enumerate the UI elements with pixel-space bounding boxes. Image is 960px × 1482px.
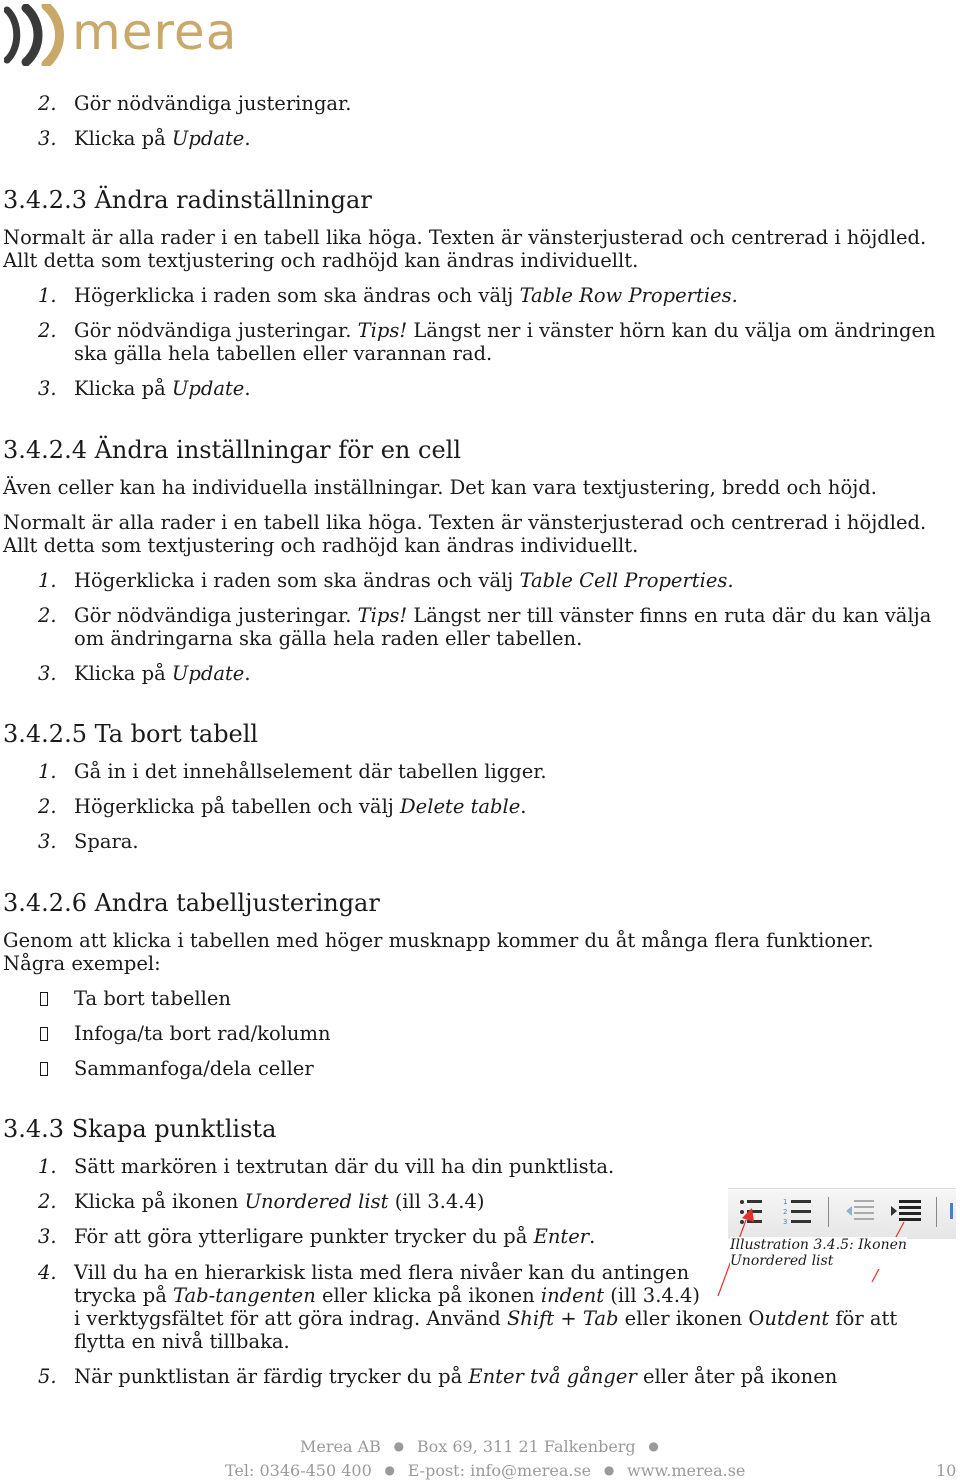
footer-line-2: Tel: 0346-450 400 ● E-post: info@merea.se ● www.merea.se xyxy=(225,1461,746,1480)
section-heading: 3.4.3 Skapa punktlista xyxy=(3,1115,277,1143)
logo-bars-icon xyxy=(4,4,64,66)
bullet-box-icon xyxy=(40,992,48,1006)
section-heading: 3.4.2.4 Ändra inställningar för en cell xyxy=(3,436,461,464)
section-heading: 3.4.2.3 Ändra radinställningar xyxy=(3,186,372,214)
illustration-caption: Illustration 3.4.5: Ikonen Unordered list xyxy=(730,1237,907,1269)
paragraph-line: Även celler kan ha individuella inställningar. Det kan vara textjustering, bredd och höjd. xyxy=(3,476,877,499)
paragraph-line: Normalt är alla rader i en tabell lika höga. Texten är vänsterjusterad och centrerad i höjdled. xyxy=(3,226,927,249)
page-number: 10 xyxy=(936,1461,957,1480)
bullet-box-icon xyxy=(40,1062,48,1076)
paragraph-line: Genom att klicka i tabellen med höger musknapp kommer du åt många flera funktioner. xyxy=(3,929,874,952)
merea-logo xyxy=(4,3,238,66)
footer-line-1: Merea AB ● Box 69, 311 21 Falkenberg ● xyxy=(300,1437,659,1456)
section-heading: 3.4.2.5 Ta bort tabell xyxy=(3,720,259,748)
svg-text:1: 1 xyxy=(783,1198,788,1206)
bullet-box-icon xyxy=(40,1027,48,1041)
svg-text:3: 3 xyxy=(783,1218,788,1226)
paragraph-line: Normalt är alla rader i en tabell lika höga. Texten är vänsterjusterad och centrerad i höjdled. xyxy=(3,511,927,534)
svg-text:2: 2 xyxy=(783,1208,788,1216)
paragraph-line: Allt detta som textjustering och radhöjd kan ändras individuellt. xyxy=(3,249,639,272)
logo-text: merea xyxy=(72,3,238,61)
footer-web-link[interactable]: www.merea.se xyxy=(627,1461,746,1480)
paragraph-line: Några exempel: xyxy=(3,952,161,975)
paragraph-line: Allt detta som textjustering och radhöjd kan ändras individuellt. xyxy=(3,534,639,557)
section-heading: 3.4.2.6 Andra tabelljusteringar xyxy=(3,889,380,917)
